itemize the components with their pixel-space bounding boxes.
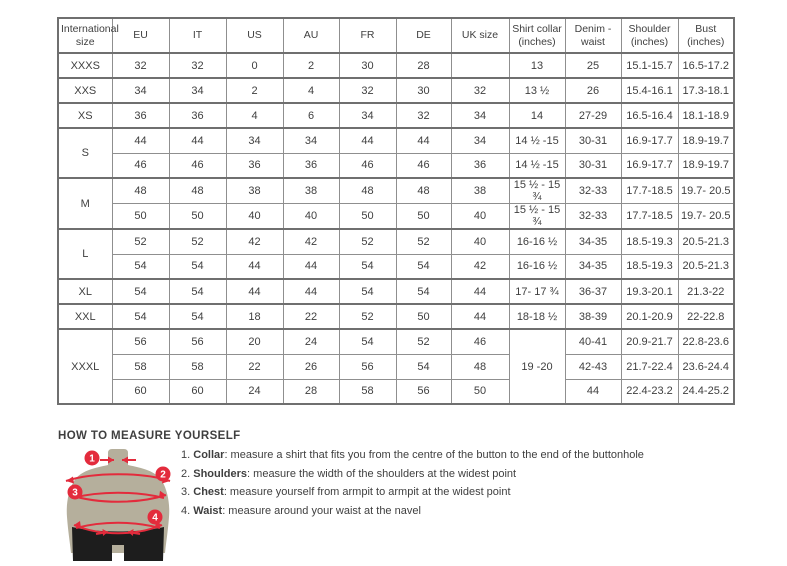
size-cell: 34 xyxy=(226,128,283,153)
size-cell: 38 xyxy=(283,178,339,204)
size-cell: 54 xyxy=(169,279,226,304)
size-cell xyxy=(451,53,509,78)
size-cell: 60 xyxy=(169,379,226,404)
size-cell: 16-16 ½ xyxy=(509,229,565,254)
size-cell: 21.3-22 xyxy=(678,279,734,304)
size-cell: 17.7-18.5 xyxy=(621,178,678,204)
table-row xyxy=(58,304,734,329)
size-cell: 18.5-19.3 xyxy=(621,254,678,279)
size-cell: 16-16 ½ xyxy=(509,254,565,279)
size-cell: 48 xyxy=(396,178,451,204)
size-cell: 36 xyxy=(283,153,339,178)
marker-2-icon xyxy=(156,467,171,482)
instruction-chest: 3. Chest: measure yourself from armpit to armpit at the widest point xyxy=(181,486,511,499)
size-cell: 44 xyxy=(451,304,509,329)
size-cell: 32 xyxy=(339,78,396,103)
size-cell: 36-37 xyxy=(565,279,621,304)
column-header: AU xyxy=(283,18,339,53)
table-body xyxy=(58,53,734,404)
size-cell: 50 xyxy=(112,204,169,230)
size-cell: 44 xyxy=(283,254,339,279)
size-cell: 24 xyxy=(226,379,283,404)
size-cell: 54 xyxy=(169,254,226,279)
marker-4-icon xyxy=(148,510,163,525)
table-row xyxy=(58,229,734,254)
table-row xyxy=(58,279,734,304)
table-row xyxy=(58,78,734,103)
size-cell: 14 ½ -15 xyxy=(509,128,565,153)
size-cell: 18.9-19.7 xyxy=(678,128,734,153)
size-cell: 44 xyxy=(339,128,396,153)
size-cell: 18.9-19.7 xyxy=(678,153,734,178)
table-row xyxy=(58,53,734,78)
size-cell: 42 xyxy=(283,229,339,254)
size-cell: 22 xyxy=(226,354,283,379)
column-header: UK size xyxy=(451,18,509,53)
size-cell: 34-35 xyxy=(565,254,621,279)
size-cell: 54 xyxy=(169,304,226,329)
size-cell: 54 xyxy=(112,279,169,304)
size-cell: 54 xyxy=(396,254,451,279)
size-cell: 52 xyxy=(339,229,396,254)
table-row xyxy=(58,178,734,204)
table-row xyxy=(58,153,734,178)
size-cell: 13 ½ xyxy=(509,78,565,103)
header-row xyxy=(58,18,734,53)
measure-heading: HOW TO MEASURE YOURSELF xyxy=(58,430,241,442)
table-row xyxy=(58,254,734,279)
column-header: Denim - waist xyxy=(565,18,621,53)
size-cell: 16.9-17.7 xyxy=(621,128,678,153)
size-cell: 34 xyxy=(339,103,396,128)
size-cell: 16.5-17.2 xyxy=(678,53,734,78)
size-cell: 17.3-18.1 xyxy=(678,78,734,103)
size-cell: 46 xyxy=(339,153,396,178)
size-cell: 15 ½ - 15 ¾ xyxy=(509,204,565,230)
size-cell: 50 xyxy=(396,204,451,230)
size-cell: 48 xyxy=(112,178,169,204)
size-cell: 48 xyxy=(339,178,396,204)
size-chart-table xyxy=(57,17,735,405)
size-cell: 56 xyxy=(169,329,226,354)
size-cell: 20.5-21.3 xyxy=(678,254,734,279)
size-cell: 38 xyxy=(226,178,283,204)
size-cell: 32-33 xyxy=(565,204,621,230)
size-cell: 17.7-18.5 xyxy=(621,204,678,230)
size-cell: 44 xyxy=(226,279,283,304)
size-cell: 18.5-19.3 xyxy=(621,229,678,254)
size-cell: 50 xyxy=(451,379,509,404)
column-header: FR xyxy=(339,18,396,53)
size-cell: 54 xyxy=(112,304,169,329)
size-cell: 36 xyxy=(226,153,283,178)
column-header: Shoulder (inches) xyxy=(621,18,678,53)
size-cell: XXL xyxy=(58,304,112,329)
size-cell: 15 ½ - 15 ¾ xyxy=(509,178,565,204)
size-cell: XL xyxy=(58,279,112,304)
size-chart-section xyxy=(57,17,735,405)
size-cell: 58 xyxy=(169,354,226,379)
size-cell: XS xyxy=(58,103,112,128)
size-cell: 36 xyxy=(112,103,169,128)
size-cell: 56 xyxy=(396,379,451,404)
size-cell: 52 xyxy=(339,304,396,329)
size-cell: 16.9-17.7 xyxy=(621,153,678,178)
column-header: Bust (inches) xyxy=(678,18,734,53)
column-header: US xyxy=(226,18,283,53)
svg-text:3: 3 xyxy=(72,487,78,499)
table-row xyxy=(58,354,734,379)
size-cell: 52 xyxy=(112,229,169,254)
size-cell: 32 xyxy=(396,103,451,128)
size-cell: 34 xyxy=(451,103,509,128)
size-cell: XXXL xyxy=(58,329,112,404)
size-cell: 20.5-21.3 xyxy=(678,229,734,254)
size-cell: 27-29 xyxy=(565,103,621,128)
size-cell: 22.4-23.2 xyxy=(621,379,678,404)
size-cell: M xyxy=(58,178,112,229)
size-cell: 16.5-16.4 xyxy=(621,103,678,128)
size-cell: 46 xyxy=(396,153,451,178)
column-header: DE xyxy=(396,18,451,53)
svg-text:4: 4 xyxy=(152,512,158,524)
size-cell: 20.9-21.7 xyxy=(621,329,678,354)
size-cell: 44 xyxy=(112,128,169,153)
size-cell: 19 -20 xyxy=(509,329,565,404)
table-row xyxy=(58,379,734,404)
size-cell: 52 xyxy=(396,329,451,354)
size-cell: 22-22.8 xyxy=(678,304,734,329)
size-cell: 17- 17 ¾ xyxy=(509,279,565,304)
size-cell: 6 xyxy=(283,103,339,128)
size-cell: 28 xyxy=(396,53,451,78)
size-cell: 50 xyxy=(396,304,451,329)
size-cell: 34 xyxy=(112,78,169,103)
size-cell: 48 xyxy=(451,354,509,379)
table-row xyxy=(58,329,734,354)
size-cell: 19.7- 20.5 xyxy=(678,178,734,204)
size-cell: 34 xyxy=(169,78,226,103)
size-cell: 4 xyxy=(283,78,339,103)
size-cell: 20 xyxy=(226,329,283,354)
size-cell: 19.3-20.1 xyxy=(621,279,678,304)
size-cell: 54 xyxy=(396,354,451,379)
size-cell: 46 xyxy=(169,153,226,178)
size-cell: 46 xyxy=(451,329,509,354)
size-cell: 34 xyxy=(451,128,509,153)
measure-instructions xyxy=(181,449,644,523)
size-cell: 42 xyxy=(226,229,283,254)
size-cell: 15.4-16.1 xyxy=(621,78,678,103)
size-cell: 52 xyxy=(169,229,226,254)
size-cell: 14 xyxy=(509,103,565,128)
size-cell: 30-31 xyxy=(565,153,621,178)
size-cell: 26 xyxy=(283,354,339,379)
size-cell: 4 xyxy=(226,103,283,128)
size-cell: 44 xyxy=(169,128,226,153)
size-cell: 32 xyxy=(112,53,169,78)
size-cell: 44 xyxy=(565,379,621,404)
size-cell: 36 xyxy=(451,153,509,178)
size-cell: 40 xyxy=(283,204,339,230)
size-cell: 21.7-22.4 xyxy=(621,354,678,379)
size-cell: 30 xyxy=(339,53,396,78)
size-cell: 20.1-20.9 xyxy=(621,304,678,329)
size-cell: 34 xyxy=(283,128,339,153)
size-cell: 56 xyxy=(339,354,396,379)
size-cell: 15.1-15.7 xyxy=(621,53,678,78)
column-header: EU xyxy=(112,18,169,53)
size-cell: 18-18 ½ xyxy=(509,304,565,329)
size-cell: L xyxy=(58,229,112,279)
size-cell: 30-31 xyxy=(565,128,621,153)
size-cell: 52 xyxy=(396,229,451,254)
size-cell: 56 xyxy=(112,329,169,354)
marker-1-icon xyxy=(85,451,100,466)
size-cell: 54 xyxy=(339,254,396,279)
size-cell: 42-43 xyxy=(565,354,621,379)
size-cell: S xyxy=(58,128,112,178)
size-cell: 42 xyxy=(451,254,509,279)
shorts-shape xyxy=(72,527,164,561)
size-cell: 44 xyxy=(451,279,509,304)
instruction-collar: 1. Collar: measure a shirt that fits you from the centre of the button to the end of the buttonhole xyxy=(181,449,644,461)
size-cell: 14 ½ -15 xyxy=(509,153,565,178)
size-cell: 24.4-25.2 xyxy=(678,379,734,404)
size-cell: 48 xyxy=(169,178,226,204)
size-cell: 2 xyxy=(226,78,283,103)
size-cell: 30 xyxy=(396,78,451,103)
size-cell: 58 xyxy=(112,354,169,379)
size-cell: XXXS xyxy=(58,53,112,78)
size-cell: 32 xyxy=(169,53,226,78)
column-header: International size xyxy=(58,18,112,53)
size-cell: 18.1-18.9 xyxy=(678,103,734,128)
size-cell: 40 xyxy=(451,204,509,230)
size-cell: 26 xyxy=(565,78,621,103)
size-cell: 0 xyxy=(226,53,283,78)
column-header: Shirt collar (inches) xyxy=(509,18,565,53)
size-cell: 23.6-24.4 xyxy=(678,354,734,379)
size-cell: 32-33 xyxy=(565,178,621,204)
measurement-figure xyxy=(58,447,180,563)
size-cell: 13 xyxy=(509,53,565,78)
column-header: IT xyxy=(169,18,226,53)
size-cell: 36 xyxy=(169,103,226,128)
size-cell: 54 xyxy=(339,329,396,354)
size-cell: 2 xyxy=(283,53,339,78)
marker-3-icon xyxy=(68,485,83,500)
size-cell: 58 xyxy=(339,379,396,404)
size-cell: 46 xyxy=(112,153,169,178)
size-cell: 32 xyxy=(451,78,509,103)
size-cell: 28 xyxy=(283,379,339,404)
size-cell: 54 xyxy=(112,254,169,279)
size-cell: 50 xyxy=(339,204,396,230)
size-cell: 38 xyxy=(451,178,509,204)
size-cell: 40 xyxy=(451,229,509,254)
size-cell: 40 xyxy=(226,204,283,230)
size-cell: 50 xyxy=(169,204,226,230)
size-cell: 25 xyxy=(565,53,621,78)
svg-text:1: 1 xyxy=(89,453,95,465)
instruction-shoulders: 2. Shoulders: measure the width of the shoulders at the widest point xyxy=(181,467,517,480)
size-cell: 22 xyxy=(283,304,339,329)
instruction-waist: 4. Waist: measure around your waist at the navel xyxy=(181,504,421,517)
size-cell: 40-41 xyxy=(565,329,621,354)
size-cell: 24 xyxy=(283,329,339,354)
size-cell: 44 xyxy=(226,254,283,279)
size-cell: XXS xyxy=(58,78,112,103)
size-cell: 54 xyxy=(396,279,451,304)
size-cell: 34-35 xyxy=(565,229,621,254)
size-cell: 60 xyxy=(112,379,169,404)
size-cell: 44 xyxy=(396,128,451,153)
size-cell: 22.8-23.6 xyxy=(678,329,734,354)
size-cell: 18 xyxy=(226,304,283,329)
svg-text:2: 2 xyxy=(160,469,166,481)
size-cell: 38-39 xyxy=(565,304,621,329)
table-row xyxy=(58,128,734,153)
size-cell: 54 xyxy=(339,279,396,304)
table-row xyxy=(58,204,734,230)
size-cell: 44 xyxy=(283,279,339,304)
table-row xyxy=(58,103,734,128)
size-cell: 19.7- 20.5 xyxy=(678,204,734,230)
table-header xyxy=(58,18,734,53)
